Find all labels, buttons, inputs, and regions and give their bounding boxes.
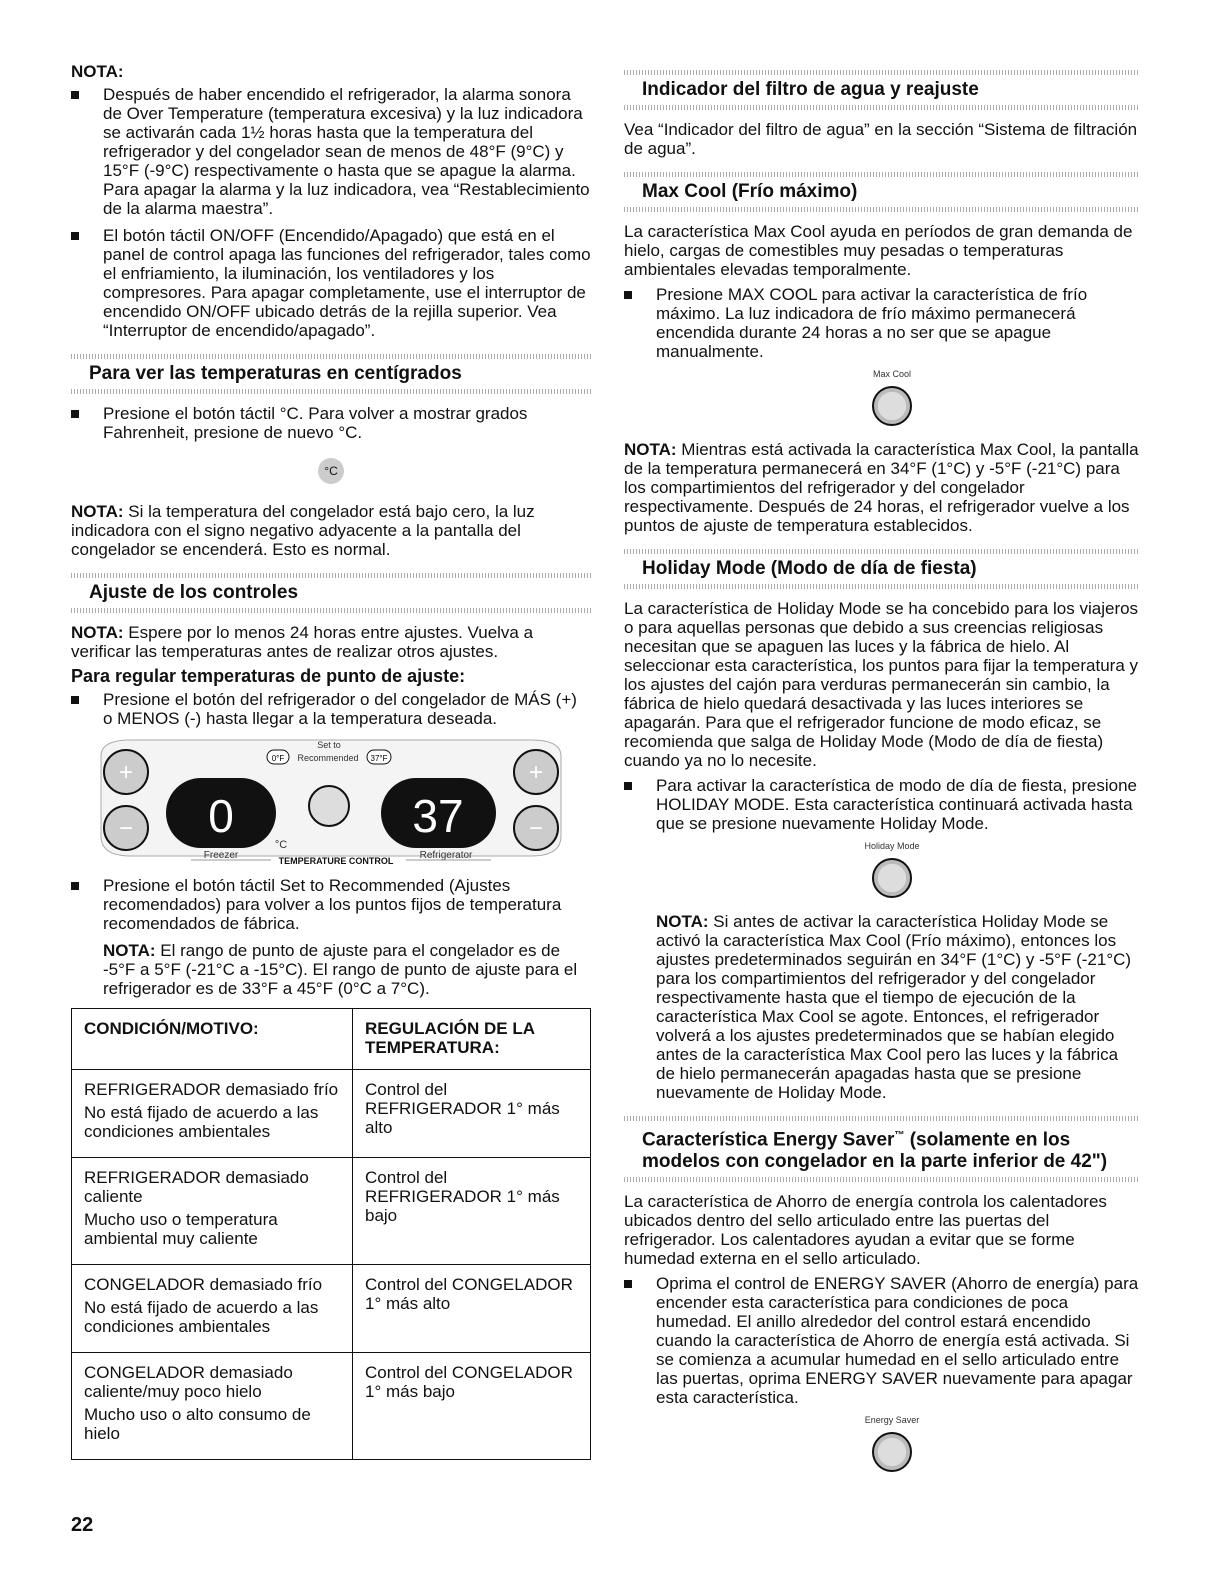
holiday-mode-label: Holiday Mode — [864, 841, 920, 851]
holiday-mode-button[interactable] — [872, 858, 912, 898]
section-header — [624, 172, 1140, 212]
list-item: Presione MAX COOL para activar la característica de frío máximo. La luz indicadora de frío máximo permanecerá encendida durante 24 horas a no ser que se apague manualmente. — [624, 285, 1140, 361]
list-item: Oprima el control de ENERGY SAVER (Ahorro de energía) para encender esta característica para condiciones de poca humedad. El anillo alrededor del control estará encendido cuando la característica de Ahorro de energía está activada. Si se comienza a acumular humedad en el sello articulado entre las puertas, oprima ENERGY SAVER nuevamente para apagar esta característica. — [624, 1274, 1140, 1407]
list-item: Presione el botón táctil °C. Para volver a mostrar grados Fahrenheit, presione de nuevo °C. — [71, 404, 591, 442]
divider — [624, 172, 1140, 177]
freezer-recommended-indicator — [267, 750, 289, 764]
table-row: CONGELADOR demasiado caliente/muy poco hielo Mucho uso o alto consumo de hielo Control del CONGELADOR 1° más bajo — [72, 1353, 591, 1460]
table-row: REFRIGERADOR demasiado frío No está fijado de acuerdo a las condiciones ambientales Control del REFRIGERADOR 1° más alto — [72, 1070, 591, 1158]
divider — [624, 70, 1140, 75]
list-item: Presione el botón táctil Set to Recommended (Ajustes recomendados) para volver a los puntos fijos de temperatura recomendados de fábrica. — [71, 876, 591, 933]
section-title: Característica Energy Saver™ (solamente en los modelos con congelador en la parte inferior de 42") — [642, 1129, 1108, 1173]
energy-saver-button[interactable] — [872, 1432, 912, 1472]
divider — [71, 608, 591, 613]
nota-paragraph: NOTA: Mientras está activada la característica Max Cool, la pantalla de la temperatura permanecerá en 34°F (1°C) y -5°F (-21°C) para los compartimientos del refrigerador y del congelador respectivamente. Después de 24 horas, el refrigerador vuelve a los puntos de ajuste de temperatura establecidos. — [624, 440, 1139, 535]
plus-icon: + — [528, 759, 544, 786]
set-to-recommended-button[interactable] — [309, 786, 349, 826]
fridge-recommended-indicator — [367, 750, 391, 764]
freezer-label: Freezer — [203, 850, 239, 861]
paragraph: La característica Max Cool ayuda en períodos de gran demanda de hielo, cargas de comestibles muy pesadas o temperaturas ambientales elevadas temporalmente. — [624, 222, 1133, 279]
minus-icon: − — [118, 815, 134, 842]
refrigerator-label: Refrigerator — [419, 850, 473, 861]
divider — [624, 584, 1140, 589]
nota-paragraph: NOTA: Espere por lo menos 24 horas entre ajustes. Vuelva a verificar las temperaturas antes de realizar otros ajustes. — [71, 623, 534, 661]
subheading: Para regular temperaturas de punto de ajuste: — [71, 666, 466, 686]
recommended-label: Recommended — [297, 753, 359, 763]
table-header-row — [72, 1009, 591, 1070]
paragraph: Vea “Indicador del filtro de agua” en la sección “Sistema de filtración de agua”. — [624, 120, 1138, 158]
section-header — [624, 1116, 1140, 1182]
max-cool-label: Max Cool — [872, 369, 911, 379]
left-column — [71, 62, 591, 1460]
paragraph: La característica de Ahorro de energía controla los calentadores ubicados dentro del sello articulado entre las puertas del refrigerador. Los calentadores ayudan a evitar que se forme humedad externa en el sello articulado. — [624, 1192, 1107, 1269]
section-title: Ajuste de los controles — [89, 582, 299, 603]
celsius-label: °C — [274, 839, 288, 851]
plus-icon: + — [118, 759, 134, 786]
temperature-control-label: TEMPERATURE CONTROL — [278, 856, 394, 866]
table-row: REFRIGERADOR demasiado caliente Mucho uso o temperatura ambiental muy caliente Control del REFRIGERADOR 1° más bajo — [72, 1158, 591, 1265]
table-header: CONDICIÓN/MOTIVO: — [72, 1009, 353, 1070]
set-to-label: Set to — [317, 740, 341, 750]
section-header — [624, 549, 1140, 589]
section-title: Max Cool (Frío máximo) — [642, 181, 858, 202]
nota-paragraph: NOTA: El rango de punto de ajuste para el congelador es de -5°F a 5°F (-21°C a -15°C). El rango de punto de ajuste para el refrigerador es de 33°F a 45°F (0°C a 7°C). — [103, 941, 578, 998]
nota-paragraph: NOTA: Si antes de activar la característica Holiday Mode se activó la característica Max Cool (Frío máximo), entonces los ajustes predeterminados seguirán en 34°F (1°C) y -5°F (-21°C) para los compartimientos del refrigerador y del congelador respectivamente hasta que el tiempo de ejecución de la característica Max Cool se agote. Entonces, el refrigerador volverá a los ajustes predeterminados que se habían elegido antes de la característica Max Cool pero las luces y la fábrica de hielo permanecerán apagadas hasta que se presione nuevamente de Holiday Mode. — [656, 912, 1132, 1102]
page-number: 22 — [71, 1514, 94, 1536]
list-item: Para activar la característica de modo de día de fiesta, presione HOLIDAY MODE. Esta característica continuará activada hasta que se presione nuevamente Holiday Mode. — [624, 776, 1140, 833]
right-column — [624, 70, 1140, 1486]
freezer-minus-button[interactable] — [104, 806, 148, 850]
refrigerator-plus-button[interactable] — [514, 750, 558, 794]
refrigerator-minus-button[interactable] — [514, 806, 558, 850]
divider — [624, 1116, 1140, 1121]
max-cool-button[interactable] — [872, 386, 912, 426]
temperature-control-panel — [71, 736, 591, 866]
section-title: Indicador del filtro de agua y reajuste — [642, 79, 979, 100]
temperature-adjustment-table — [71, 1008, 591, 1460]
nota-heading: NOTA: — [71, 62, 124, 81]
divider — [624, 207, 1140, 212]
refrigerator-display-value: 37 — [412, 790, 464, 842]
section-header — [71, 354, 591, 394]
table-row: CONGELADOR demasiado frío No está fijado de acuerdo a las condiciones ambientales Control del CONGELADOR 1° más alto — [72, 1265, 591, 1353]
nota-list — [71, 85, 591, 340]
section-title: Para ver las temperaturas en centígrados — [89, 363, 462, 384]
divider — [71, 573, 591, 578]
table-header: REGULACIÓN DE LA TEMPERATURA: — [353, 1009, 591, 1070]
freezer-plus-button[interactable] — [104, 750, 148, 794]
divider — [624, 105, 1140, 110]
section-header — [624, 70, 1140, 110]
section-title: Holiday Mode (Modo de día de fiesta) — [642, 558, 977, 579]
list-item: Presione el botón del refrigerador o del congelador de MÁS (+) o MENOS (-) hasta llegar a la temperatura deseada. — [71, 690, 591, 728]
svg-text:0°F: 0°F — [271, 754, 285, 763]
paragraph: La característica de Holiday Mode se ha concebido para los viajeros o para aquellas personas que debido a sus creencias religiosas necesitan que se apaguen las luces y la fábrica de hielo. Al seleccionar esta característica, los puntos para fijar la temperatura y los ajustes del cajón para verduras permanecerán sin cambio, la fábrica de hielo quedará desactivada y las luces interiores se apagarán. Para que el refrigerador funcione de modo eficaz, se recomienda que salga de Holiday Mode (Modo de día de fiesta) cuando ya no lo necesite. — [624, 599, 1139, 770]
nota-paragraph: NOTA: Si la temperatura del congelador está bajo cero, la luz indicadora con el signo negativo adyacente a la pantalla del congelador se encenderá. Esto es normal. — [71, 502, 535, 559]
freezer-display-value: 0 — [208, 790, 234, 842]
divider — [71, 354, 591, 359]
divider — [71, 389, 591, 394]
list-item: El botón táctil ON/OFF (Encendido/Apagado) que está en el panel de control apaga las funciones del refrigerador, tales como el enfriamiento, la iluminación, los ventiladores y los compresores. Para apagar completamente, use el interruptor de encendido ON/OFF ubicado detrás de la rejilla superior. Vea “Interruptor de encendido/apagado”. — [71, 226, 591, 340]
divider — [624, 1177, 1140, 1182]
svg-text:37°F: 37°F — [370, 754, 388, 763]
minus-icon: − — [528, 815, 544, 842]
celsius-button[interactable]: °C — [318, 458, 344, 484]
section-header — [71, 573, 591, 613]
energy-saver-label: Energy Saver — [864, 1415, 920, 1426]
divider — [624, 549, 1140, 554]
list-item: Después de haber encendido el refrigerador, la alarma sonora de Over Temperature (temperatura excesiva) y la luz indicadora se activarán cada 1½ horas hasta que la temperatura del refrigerador y del congelador sean de menos de 48°F (9°C) y 15°F (-9°C) respectivamente o hasta que se apague la alarma. Para apagar la alarma y la luz indicadora, vea “Restablecimiento de la alarma maestra”. — [71, 85, 591, 218]
